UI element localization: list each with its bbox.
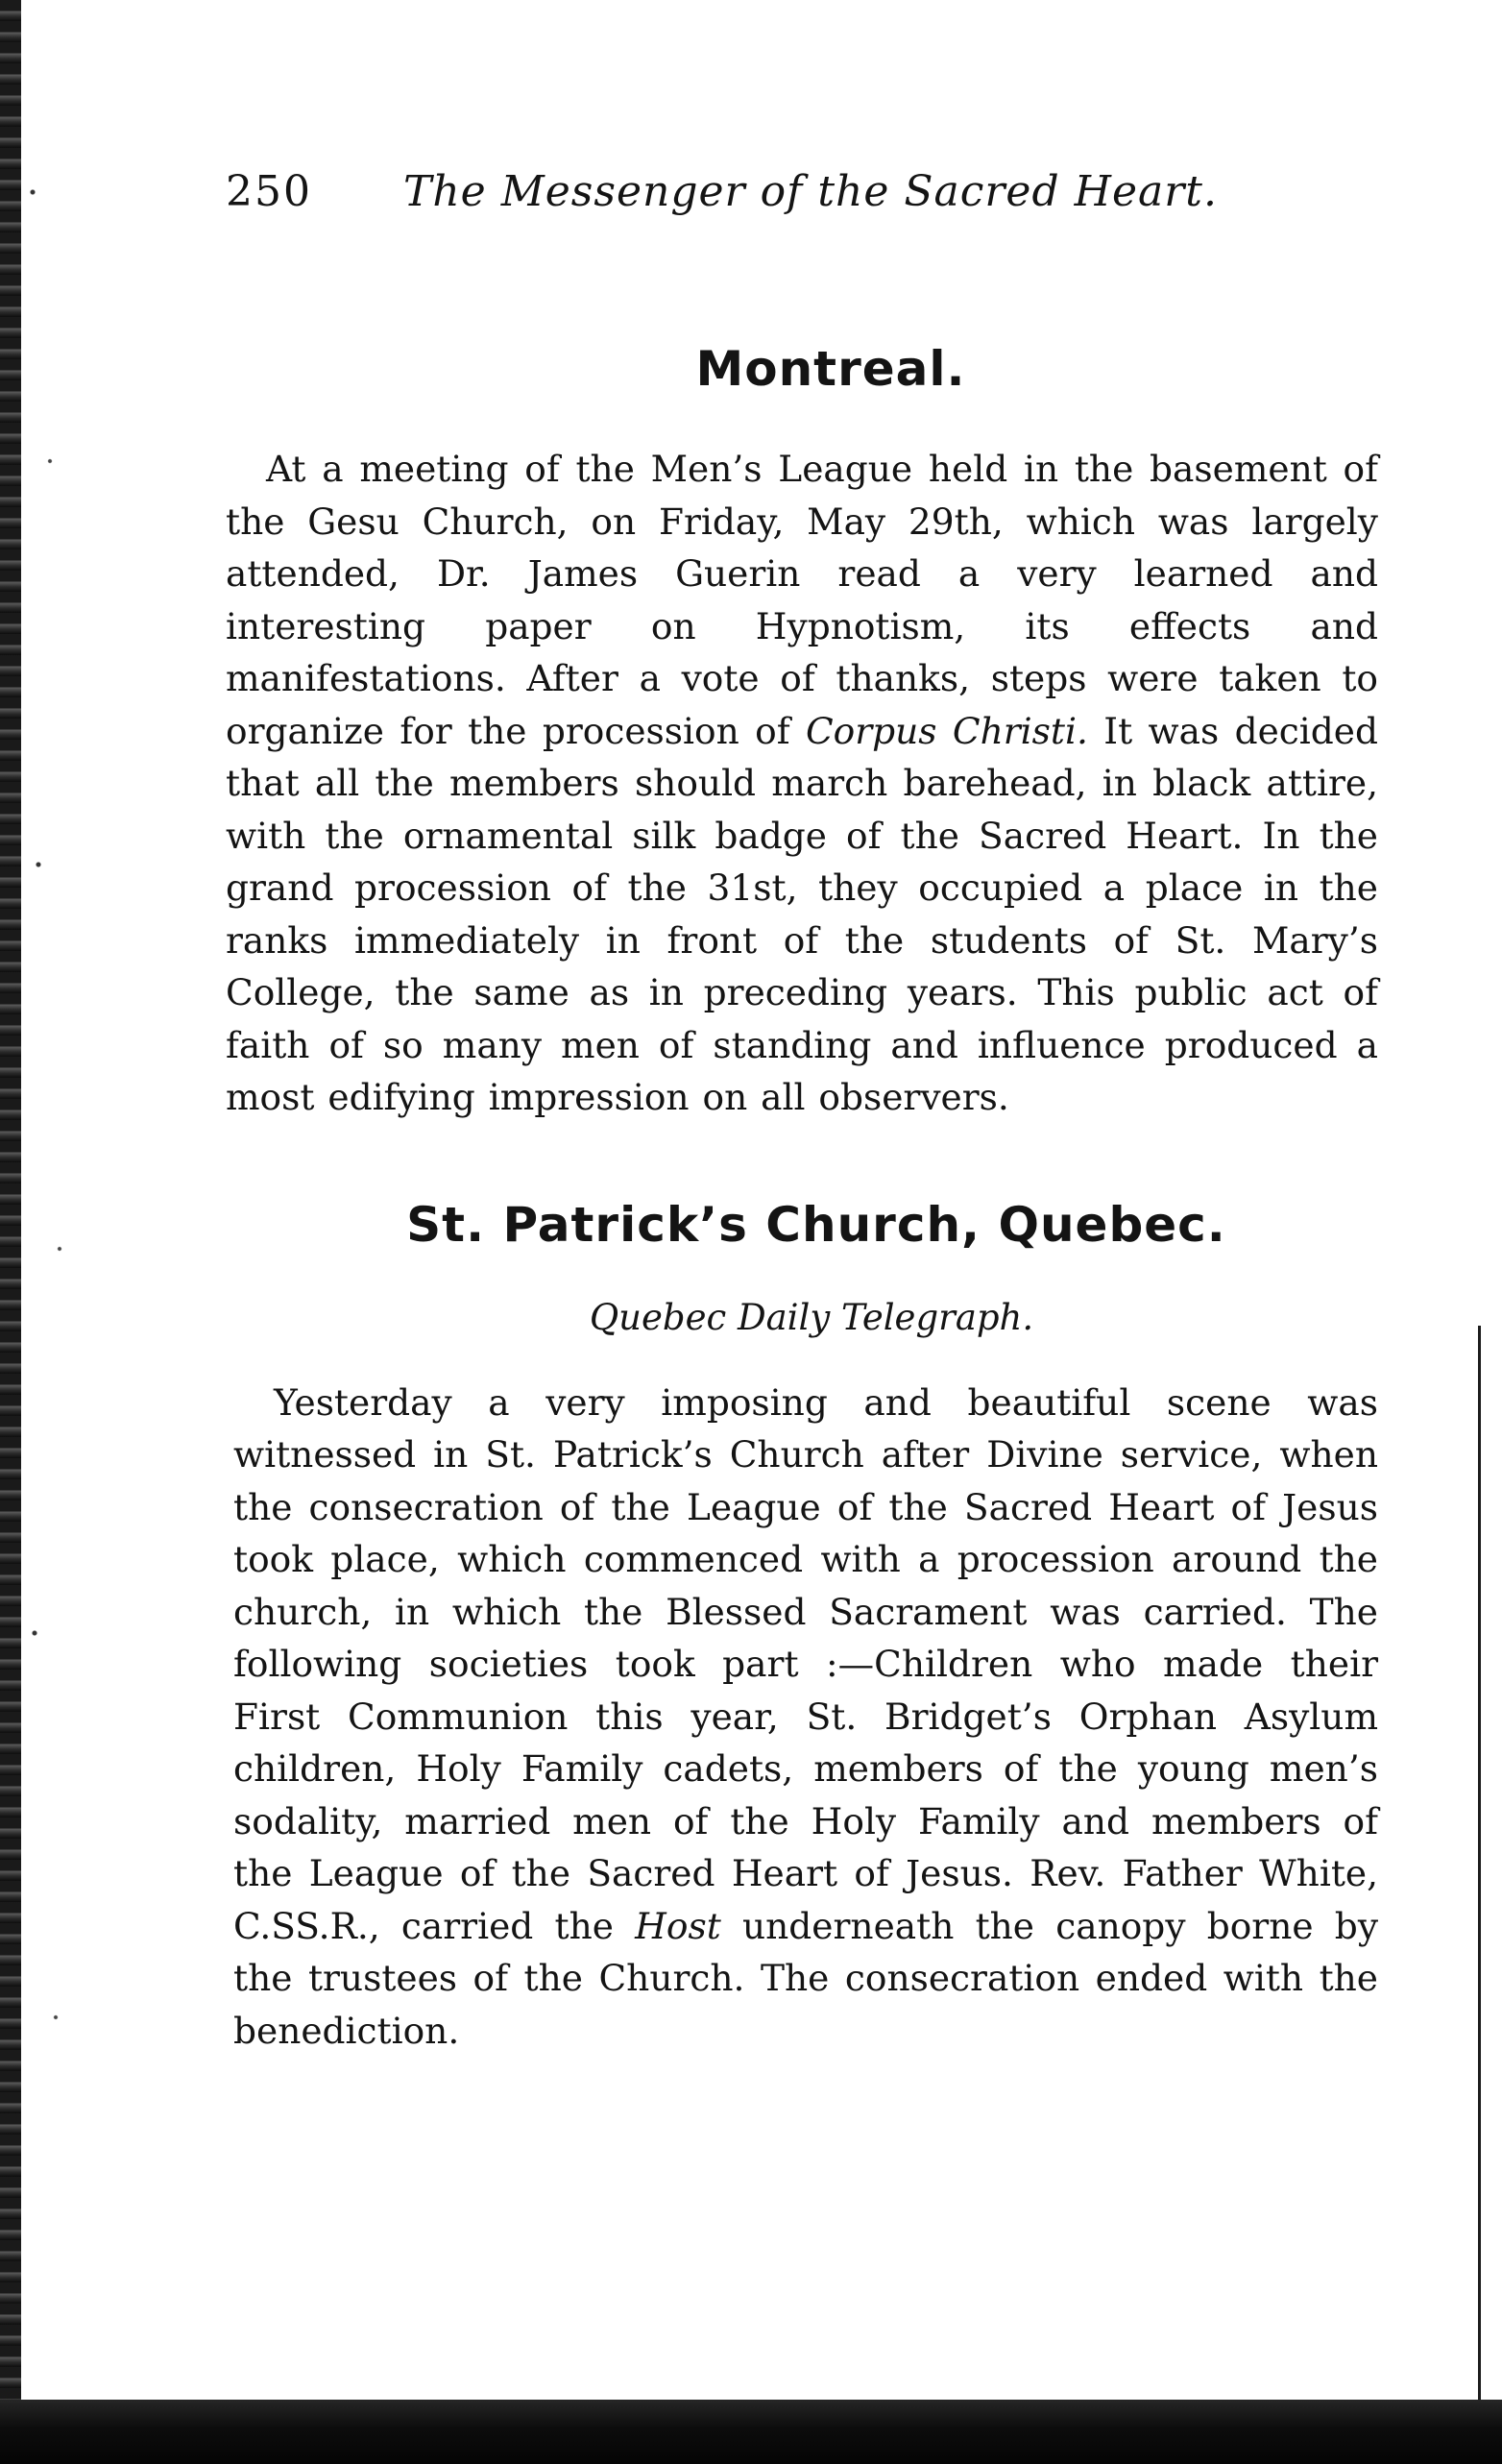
scan-bottom-band: [0, 2400, 1502, 2464]
binding-edge: [0, 0, 21, 2464]
scan-speckle: [21, 0, 79, 2464]
montreal-paragraph: [226, 443, 1378, 1124]
quebec-text-part-2: underneath the canopy borne by the trustees of the Church. The consecration ended with the benediction.: [233, 1904, 1379, 2052]
montreal-text-part-1: At a meeting of the Men’s League held in the basement of the Gesu Church, on Friday, May 29th, which was largely attended, Dr. James Guerin read a very learned and interesting paper on Hypnotism, its effects and manifestations. After a vote of thanks, steps were taken to organize for the procession of: [226, 448, 1378, 752]
scan-edge-line: [1478, 1326, 1481, 2402]
montreal-italic-phrase: Corpus Christi.: [805, 709, 1088, 752]
quebec-paragraph: [226, 1377, 1378, 2058]
journal-title: The Messenger of the Sacred Heart.: [403, 167, 1218, 216]
page: [226, 163, 1378, 2057]
quebec-italic-word: Host: [635, 1904, 721, 1947]
montreal-text-part-2: It was decided that all the members should march barehead, in black attire, with the ornamental silk badge of the Sacred Heart. In the grand procession of the 31st, they occupied a place in the ranks immediately in front of the students of St. Mary’s College, the same as in preceding years. This public act of faith of so many men of standing and influence produced a most edifying impression on all observers.: [226, 709, 1378, 1118]
section-title-montreal: Montreal.: [695, 341, 966, 397]
quebec-text-part-1: Yesterday a very imposing and beautiful scene was witnessed in St. Patrick’s Church after Divine service, when the consecration of the League of the Sacred Heart of Jesus took place, which commenced with a procession around the church, in which the Blessed Sacrament was carried. The following societies took part :—Children who made their First Communion this year, St. Bridget’s Orphan Asylum children, Holy Family cadets, members of the young men’s sodality, married men of the Holy Family and members of the League of the Sacred Heart of Jesus. Rev. Father White, C.SS.R., carried the: [233, 1380, 1378, 1947]
section-title-st-patricks: St. Patrick’s Church, Quebec.: [406, 1196, 1226, 1253]
running-head: [226, 163, 1378, 231]
page-number: 250: [226, 167, 312, 216]
source-attribution: Quebec Daily Telegraph.: [589, 1296, 1034, 1338]
